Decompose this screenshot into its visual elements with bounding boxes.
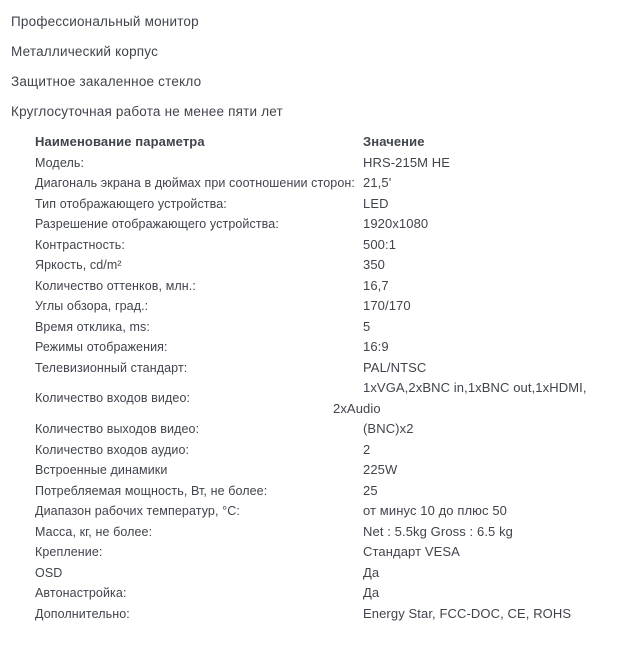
value-cell: 350 [363,257,385,272]
value-cell: LED [363,195,389,211]
table-header-param: Наименование параметра [35,134,205,149]
spec-row-model [35,153,593,174]
value-cell: Net : 5.5kg Gross : 6.5 kg [363,523,513,539]
spec-row-colors-count [35,276,593,297]
spec-row-additional [35,604,593,625]
table-header-value: Значение [363,134,425,149]
value-cell: от минус 10 до плюс 50 [363,503,508,518]
param-cell: Встроенные динамики [35,463,168,477]
spec-row-audio-inputs [35,440,593,461]
value-cell: 16,7 [363,277,389,293]
value-cell: 16:9 [363,339,389,354]
value-cell: 500:1 [363,236,397,252]
param-cell: Телевизионный стандарт: [35,360,188,375]
spec-row-response-time [35,317,593,338]
spec-table-header-row [35,132,593,153]
spec-row-mount [35,542,593,563]
feature-item: Защитное закаленное стекло [11,74,202,89]
spec-row-video-outputs [35,419,593,440]
param-cell: Время отклика, ms: [35,319,150,334]
param-cell: Режимы отображения: [35,340,168,354]
value-cell: 170/170 [363,298,411,313]
param-cell: Дополнительно: [35,606,130,621]
param-cell: Углы обзора, град.: [35,299,149,313]
param-cell: Яркость, cd/m² [35,258,122,272]
value-cell: Да [363,585,380,600]
param-cell: Автонастройка: [35,586,127,600]
value-cell: PAL/NTSC [363,359,427,375]
value-cell: 5 [363,318,371,334]
spec-row-weight [35,522,593,543]
param-cell: Количество выходов видео: [35,422,200,436]
value-cell: 21,5' [363,175,392,190]
spec-row-diagonal [35,173,593,194]
param-cell: Количество оттенков, млн.: [35,278,196,293]
param-cell: Разрешение отображающего устройства: [35,217,279,231]
value-cell: 1xVGA,2xBNC in,1xBNC out,1xHDMI, 2xAudio [333,380,587,416]
value-cell: 1920x1080 [363,216,429,231]
feature-list [0,0,638,127]
spec-row-contrast [35,235,593,256]
spec-row-video-inputs [35,378,593,419]
param-cell: OSD [35,565,63,580]
value-cell: Стандарт VESA [363,544,460,559]
value-cell: 225W [363,462,398,477]
param-cell: Количество входов аудио: [35,442,190,457]
param-cell: Диагональ экрана в дюймах при соотношении сторон: [35,176,355,190]
feature-item: Профессиональный монитор [11,14,199,29]
param-cell: Контрастность: [35,237,125,252]
spec-row-speakers [35,460,593,481]
spec-row-viewing-angles [35,296,593,317]
param-cell: Диапазон рабочих температур, °С: [35,504,240,518]
param-cell: Масса, кг, не более: [35,524,153,539]
spec-row-osd [35,563,593,584]
spec-row-tv-standard [35,358,593,379]
spec-row-temperature-range [35,501,593,522]
param-cell: Тип отображающего устройства: [35,196,227,211]
value-cell: 25 [363,482,378,498]
value-cell: 2 [363,441,371,457]
param-cell: Потребляемая мощность, Вт, не более: [35,483,268,498]
spec-row-display-type [35,194,593,215]
spec-row-power-consumption [35,481,593,502]
value-cell: Да [363,564,380,580]
value-cell: (BNC)x2 [363,421,414,436]
feature-item: Металлический корпус [11,44,159,59]
value-cell: Energy Star, FCC-DOC, CE, ROHS [363,605,572,621]
spec-table [35,132,593,624]
param-cell: Количество входов видео: [35,391,191,406]
feature-item: Круглосуточная работа не менее пяти лет [11,104,283,119]
param-cell: Модель: [35,155,85,170]
spec-row-auto-adjust [35,583,593,604]
param-cell: Крепление: [35,545,103,559]
value-cell: HRS-215M HE [363,154,451,170]
spec-row-display-modes [35,337,593,358]
spec-row-resolution [35,214,593,235]
spec-row-brightness [35,255,593,276]
